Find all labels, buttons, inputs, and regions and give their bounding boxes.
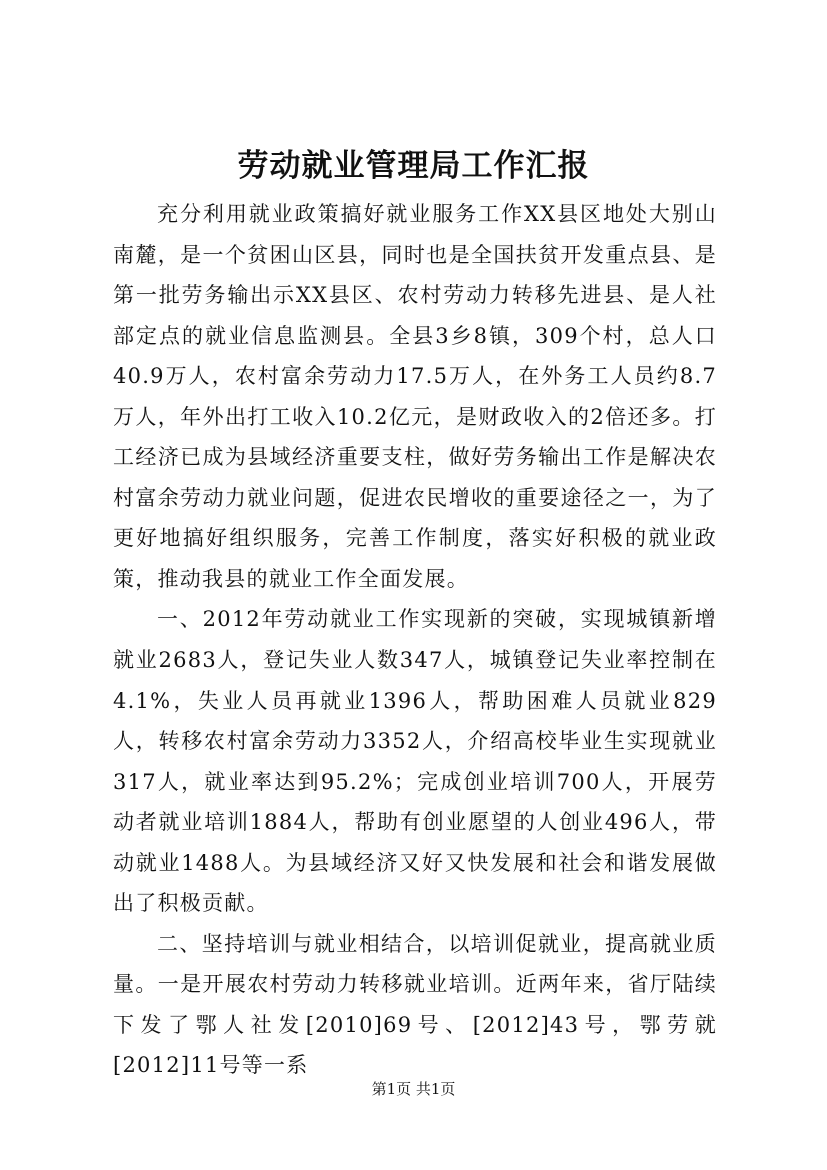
paragraph-section-two: 二、坚持培训与就业相结合，以培训促就业，提高就业质量。一是开展农村劳动力转移就业培训。近两年来，省厅陆续下发了鄂人社发[2010]69号、[2012]43号，鄂劳就[2012]11号等一系 xyxy=(113,931,717,1078)
document-body xyxy=(113,194,717,1086)
paragraph-intro: 充分利用就业政策搞好就业服务工作XX县区地处大别山南麓，是一个贫困山区县，同时也是全国扶贫开发重点县、是第一批劳务输出示XX县区、农村劳动力转移先进县、是人社部定点的就业信息监测县。全县3乡8镇，309个村，总人口40.9万人，农村富余劳动力17.5万人，在外务工人员约8.7万人，年外出打工收入10.2亿元，是财政收入的2倍还多。打工经济已成为县域经济重要支柱，做好劳务输出工作是解决农村富余劳动力就业问题，促进农民增收的重要途径之一，为了更好地搞好组织服务，完善工作制度，落实好积极的就业政策，推动我县的就业工作全面发展。 xyxy=(113,202,717,591)
page-number-footer: 第1页 共1页 xyxy=(371,1080,456,1098)
paragraph-section-one: 一、2012年劳动就业工作实现新的突破，实现城镇新增就业2683人，登记失业人数347人，城镇登记失业率控制在4.1%，失业人员再就业1396人，帮助困难人员就业829人，转移农村富余劳动力3352人，介绍高校毕业生实现就业317人，就业率达到95.2%；完成创业培训700人，开展劳动者就业培训1884人，帮助有创业愿望的人创业496人，带动就业1488人。为县域经济又好又快发展和社会和谐发展做出了积极贡献。 xyxy=(113,607,717,916)
document-title: 劳动就业管理局工作汇报 xyxy=(237,148,590,184)
